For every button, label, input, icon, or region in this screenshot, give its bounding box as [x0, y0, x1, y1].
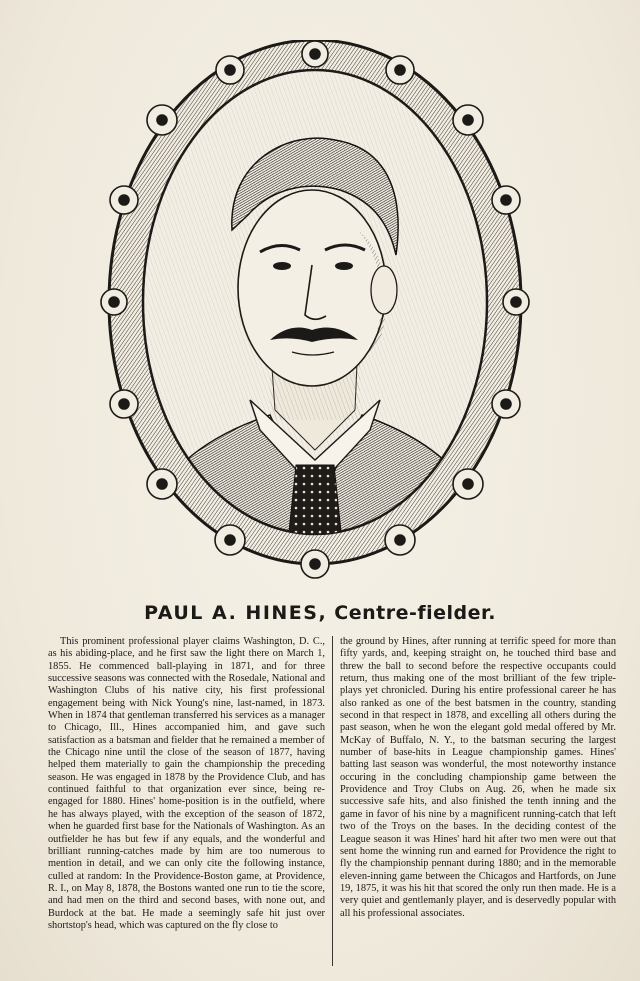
player-position: Centre-fielder. — [334, 602, 496, 624]
article-title — [0, 602, 640, 624]
portrait-frame — [100, 40, 530, 585]
biography — [48, 636, 616, 966]
player-name: PAUL A. HINES, — [144, 602, 328, 624]
biography-left-column — [48, 636, 332, 966]
biography-text-left: This prominent professional player claims Washington, D. C., as his abiding-place, and he first saw the light there on March 1, 1855. He commenced ball-playing in 1871, and for three successive seasons was connected with the Rosedale, National and Washington Clubs of his native city, his first professional engagement being with Nick Young's nine, last-named, in 1873. When in 1874 that gentleman transferred his services as a manager to Chicago, Ill., Hines accompanied him, and gave such satisfaction as a batsman and fielder that he remained a member of the Chicago nine until the close of the season of 1877, having helped them materially to gain the championship the preceding season. He was engaged in 1878 by the Providence Club, and has continued faithful to that organization ever since, being re-engaged for 1880. Hines' home-position is in the outfield, where he has always played, with the exception of the season of 1872, when he guarded first base for the Nationals of Washington. As an outfielder he has but few if any equals, and the wonderful and brilliant running-catches made by him are too numerous to mention in detail, and we can only cite the following instance, culled at random: In the Providence-Boston game, at Providence, R. I., on May 8, 1878, the Bostons wanted one run to tie the score, and had men on the third and second bases, with none out, and Burdock at the bat. He made a seemingly safe hit just over shortstop's head, which was captured on the fly close to — [48, 636, 325, 931]
portrait-engraving — [100, 40, 530, 585]
biography-text-right: the ground by Hines, after running at terrific speed for more than fifty yards, and, keeping straight on, he touched third base and threw the ball to second before the respective occupants could return, thus making one of the most brilliant of the few triple-plays yet chronicled. During his entire professional career he has also ranked as one of the best batsmen in the country, standing second in that respect in 1878, and excelling all others during the past season, when he won the elegant gold medal offered by Mr. McKay of Buffalo, N. Y., to the batsman securing the largest number of base-hits in League championship games. Hines' batting last season was wonderful, the most noteworthy instance occuring in the concluding championship game between the Providence and Troy Clubs on Aug. 26, when he made six successive safe hits, and also finished the tenth inning and the game in favor of his nine by a magnificent running-catch that left two of the Troys on the bases. In the deciding contest of the League season it was Hines' hard hit after two men were out that sent home the winning run and earned for Providence the right to fly the championship pennant during 1880; and in the memorable eleven-inning game between the Chicagos and Hartfords, on June 19, 1875, it was his hit that scored the only run then made. He is a very quiet and gentlemanly player, and is deservedly popular with all his professional associates. — [340, 636, 616, 919]
biography-right-column — [332, 636, 616, 966]
